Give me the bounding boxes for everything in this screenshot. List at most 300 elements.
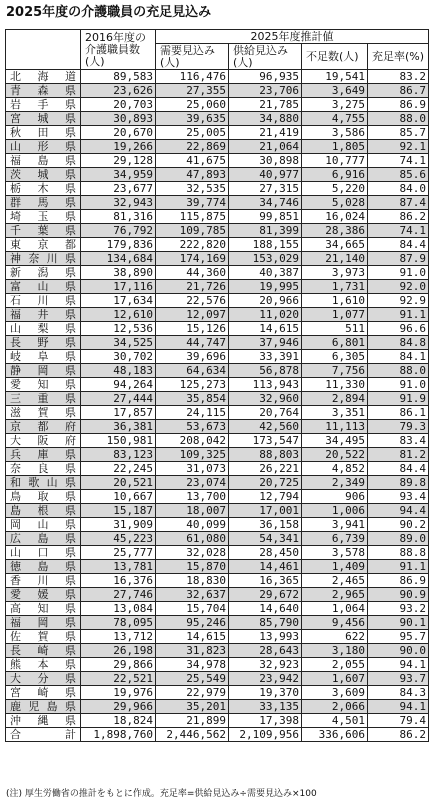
supply-cell: 88,803 [229,448,302,462]
rate-cell: 84.0 [368,182,429,196]
prefecture-cell: 大分県 [6,672,81,686]
demand-cell: 24,115 [156,406,229,420]
prefecture-cell: 岡山県 [6,518,81,532]
rate-cell: 86.7 [368,84,429,98]
demand-cell: 31,073 [156,462,229,476]
prefecture-cell: 奈良県 [6,462,81,476]
demand-cell: 125,273 [156,378,229,392]
supply-cell: 36,158 [229,518,302,532]
supply-cell: 30,898 [229,154,302,168]
demand-cell: 35,854 [156,392,229,406]
staff-2016-cell: 78,095 [81,616,156,630]
rate-header: 充足率(%) [368,44,429,70]
prefecture-cell: 茨城県 [6,168,81,182]
prefecture-cell: 兵庫県 [6,448,81,462]
demand-cell: 13,700 [156,490,229,504]
demand-cell: 31,823 [156,644,229,658]
rate-cell: 91.0 [368,378,429,392]
prefecture-cell: 山形県 [6,140,81,154]
table-row [6,182,429,196]
table-row [6,280,429,294]
supply-cell: 14,461 [229,560,302,574]
rate-cell: 92.1 [368,140,429,154]
prefecture-cell: 熊本県 [6,658,81,672]
table-row [6,406,429,420]
rate-cell: 88.8 [368,546,429,560]
total-rate: 86.2 [368,728,429,742]
rate-cell: 91.1 [368,560,429,574]
shortage-cell: 622 [302,630,368,644]
rate-cell: 89.0 [368,532,429,546]
table-row [6,98,429,112]
table-row [6,434,429,448]
table-row [6,112,429,126]
demand-cell: 44,360 [156,266,229,280]
shortage-cell: 16,024 [302,210,368,224]
staff-2016-cell: 27,746 [81,588,156,602]
shortage-cell: 4,852 [302,462,368,476]
shortage-cell: 6,916 [302,168,368,182]
prefecture-cell: 宮崎県 [6,686,81,700]
demand-header: 需要見込み(人) [156,44,229,70]
supply-cell: 34,880 [229,112,302,126]
demand-cell: 115,875 [156,210,229,224]
prefecture-cell: 愛媛県 [6,588,81,602]
rate-cell: 92.9 [368,294,429,308]
table-body [6,70,429,728]
table-row [6,462,429,476]
rate-cell: 92.0 [368,280,429,294]
rate-cell: 74.1 [368,154,429,168]
shortage-cell: 3,578 [302,546,368,560]
demand-cell: 12,097 [156,308,229,322]
rate-cell: 84.4 [368,462,429,476]
demand-cell: 25,060 [156,98,229,112]
table-row [6,588,429,602]
shortage-cell: 28,386 [302,224,368,238]
supply-cell: 23,706 [229,84,302,98]
prefecture-cell: 石川県 [6,294,81,308]
shortage-cell: 5,220 [302,182,368,196]
demand-cell: 109,785 [156,224,229,238]
supply-cell: 19,370 [229,686,302,700]
demand-cell: 14,615 [156,630,229,644]
staff-2016-cell: 20,703 [81,98,156,112]
supply-cell: 20,966 [229,294,302,308]
prefecture-cell: 栃木県 [6,182,81,196]
shortage-cell: 3,275 [302,98,368,112]
shortage-header: 不足数(人) [302,44,368,70]
table-row [6,630,429,644]
rate-cell: 89.8 [368,476,429,490]
supply-header: 供給見込み(人) [229,44,302,70]
demand-cell: 21,899 [156,714,229,728]
prefecture-cell: 埼玉県 [6,210,81,224]
table-row [6,294,429,308]
staff-2016-cell: 134,684 [81,252,156,266]
supply-cell: 33,135 [229,700,302,714]
staff-2016-cell: 29,966 [81,700,156,714]
supply-cell: 17,398 [229,714,302,728]
table-row [6,238,429,252]
shortage-cell: 1,805 [302,140,368,154]
shortage-cell: 21,140 [302,252,368,266]
shortage-cell: 2,465 [302,574,368,588]
table-row [6,378,429,392]
prefecture-cell: 愛知県 [6,378,81,392]
rate-cell: 93.7 [368,672,429,686]
rate-cell: 90.2 [368,518,429,532]
supply-cell: 28,643 [229,644,302,658]
rate-cell: 91.0 [368,266,429,280]
staff-2016-cell: 83,123 [81,448,156,462]
rate-cell: 90.1 [368,616,429,630]
staff-2016-cell: 179,836 [81,238,156,252]
demand-cell: 15,126 [156,322,229,336]
rate-cell: 93.2 [368,602,429,616]
staff-2016-cell: 20,521 [81,476,156,490]
demand-cell: 109,325 [156,448,229,462]
table-row [6,504,429,518]
shortage-cell: 3,941 [302,518,368,532]
rate-cell: 91.9 [368,392,429,406]
table-row [6,644,429,658]
supply-cell: 17,001 [229,504,302,518]
total-supply: 2,109,956 [229,728,302,742]
prefecture-cell: 沖縄県 [6,714,81,728]
prefecture-cell: 長野県 [6,336,81,350]
rate-cell: 85.6 [368,168,429,182]
table-row [6,210,429,224]
supply-cell: 37,946 [229,336,302,350]
table-row [6,70,429,84]
rate-cell: 94.1 [368,700,429,714]
demand-cell: 25,005 [156,126,229,140]
rate-cell: 86.9 [368,574,429,588]
footnote: (注) 厚生労働省の推計をもとに作成。充足率=供給見込み÷需要見込み×100 [6,789,317,799]
supply-cell: 42,560 [229,420,302,434]
demand-cell: 61,080 [156,532,229,546]
demand-cell: 23,074 [156,476,229,490]
shortage-cell: 1,409 [302,560,368,574]
shortage-cell: 20,522 [302,448,368,462]
shortage-cell: 4,755 [302,112,368,126]
table-row [6,602,429,616]
prefecture-cell: 宮城県 [6,112,81,126]
demand-cell: 39,774 [156,196,229,210]
table-row [6,126,429,140]
shortage-cell: 11,113 [302,420,368,434]
prefecture-cell: 山梨県 [6,322,81,336]
demand-cell: 222,820 [156,238,229,252]
rate-cell: 81.2 [368,448,429,462]
demand-cell: 174,169 [156,252,229,266]
demand-cell: 15,870 [156,560,229,574]
shortage-cell: 2,066 [302,700,368,714]
shortage-cell: 19,541 [302,70,368,84]
table-row [6,560,429,574]
supply-cell: 20,725 [229,476,302,490]
total-label: 合計 [6,728,81,742]
demand-cell: 21,726 [156,280,229,294]
table-row [6,252,429,266]
prefecture-cell: 群馬県 [6,196,81,210]
table-row [6,154,429,168]
supply-cell: 173,547 [229,434,302,448]
shortage-cell: 3,351 [302,406,368,420]
rate-cell: 74.1 [368,224,429,238]
prefecture-cell: 広島県 [6,532,81,546]
prefecture-cell: 長崎県 [6,644,81,658]
supply-cell: 11,020 [229,308,302,322]
table-row [6,490,429,504]
shortage-cell: 11,330 [302,378,368,392]
demand-cell: 22,869 [156,140,229,154]
supply-cell: 12,794 [229,490,302,504]
prefecture-cell: 滋賀県 [6,406,81,420]
rate-cell: 86.2 [368,210,429,224]
staff-2016-cell: 38,890 [81,266,156,280]
staff-2016-cell: 13,781 [81,560,156,574]
rate-cell: 87.9 [368,252,429,266]
rate-cell: 87.4 [368,196,429,210]
rate-cell: 85.7 [368,126,429,140]
prefecture-cell: 秋田県 [6,126,81,140]
shortage-cell: 511 [302,322,368,336]
supply-cell: 13,993 [229,630,302,644]
supply-cell: 16,365 [229,574,302,588]
shortage-cell: 3,609 [302,686,368,700]
prefecture-cell: 京都府 [6,420,81,434]
shortage-cell: 1,607 [302,672,368,686]
table-row [6,700,429,714]
table-row [6,658,429,672]
staff-2016-cell: 34,959 [81,168,156,182]
estimate-2025-header: 2025年度推計値 [156,30,429,44]
prefecture-cell: 神奈川県 [6,252,81,266]
table-row [6,476,429,490]
prefecture-cell: 鳥取県 [6,490,81,504]
rate-cell: 90.9 [368,588,429,602]
rate-cell: 94.4 [368,504,429,518]
rate-cell: 96.6 [368,322,429,336]
supply-cell: 81,399 [229,224,302,238]
demand-cell: 95,246 [156,616,229,630]
staff-2016-cell: 30,893 [81,112,156,126]
prefecture-cell: 新潟県 [6,266,81,280]
demand-cell: 39,635 [156,112,229,126]
shortage-cell: 34,665 [302,238,368,252]
supply-cell: 28,450 [229,546,302,560]
supply-cell: 21,785 [229,98,302,112]
prefecture-cell: 鹿児島県 [6,700,81,714]
staff-2016-cell: 45,223 [81,532,156,546]
prefecture-cell: 福岡県 [6,616,81,630]
supply-cell: 14,640 [229,602,302,616]
prefecture-cell: 千葉県 [6,224,81,238]
table-row [6,322,429,336]
demand-cell: 208,042 [156,434,229,448]
demand-cell: 41,675 [156,154,229,168]
staff-2016-cell: 17,634 [81,294,156,308]
shortage-cell: 3,649 [302,84,368,98]
demand-cell: 25,549 [156,672,229,686]
table-row [6,686,429,700]
table-row [6,140,429,154]
rate-cell: 84.4 [368,238,429,252]
table-row [6,84,429,98]
shortage-cell: 6,801 [302,336,368,350]
demand-cell: 53,673 [156,420,229,434]
staff-2016-cell: 15,187 [81,504,156,518]
prefecture-cell: 三重県 [6,392,81,406]
table-row [6,266,429,280]
staff-2016-cell: 17,116 [81,280,156,294]
prefecture-cell: 徳島県 [6,560,81,574]
demand-cell: 39,696 [156,350,229,364]
staff-2016-cell: 12,610 [81,308,156,322]
rate-cell: 91.1 [368,308,429,322]
supply-cell: 19,995 [229,280,302,294]
supply-cell: 20,764 [229,406,302,420]
staff-2016-cell: 30,702 [81,350,156,364]
shortage-cell: 1,006 [302,504,368,518]
rate-cell: 79.4 [368,714,429,728]
staff-2016-cell: 34,525 [81,336,156,350]
demand-cell: 22,576 [156,294,229,308]
table-row [6,616,429,630]
total-demand: 2,446,562 [156,728,229,742]
supply-cell: 153,029 [229,252,302,266]
demand-cell: 32,028 [156,546,229,560]
staff-2016-cell: 26,198 [81,644,156,658]
prefecture-cell: 佐賀県 [6,630,81,644]
supply-cell: 40,977 [229,168,302,182]
prefecture-cell: 福井県 [6,308,81,322]
supply-cell: 27,315 [229,182,302,196]
staff-2016-cell: 22,245 [81,462,156,476]
prefecture-header [6,30,81,70]
staff-2016-cell: 36,381 [81,420,156,434]
shortage-cell: 2,055 [302,658,368,672]
demand-cell: 18,830 [156,574,229,588]
shortage-cell: 4,501 [302,714,368,728]
supply-cell: 113,943 [229,378,302,392]
staff-2016-cell: 23,677 [81,182,156,196]
table-row [6,308,429,322]
table-row [6,196,429,210]
shortage-cell: 5,028 [302,196,368,210]
rate-cell: 88.0 [368,364,429,378]
prefecture-cell: 高知県 [6,602,81,616]
staff-2016-cell: 17,857 [81,406,156,420]
staff-2016-cell: 31,909 [81,518,156,532]
supply-cell: 23,942 [229,672,302,686]
staff-2016-cell: 13,712 [81,630,156,644]
staff-2016-cell: 16,376 [81,574,156,588]
shortage-cell: 2,894 [302,392,368,406]
table-row [6,364,429,378]
table-row [6,224,429,238]
table-row [6,574,429,588]
demand-cell: 40,099 [156,518,229,532]
staff-2016-cell: 19,976 [81,686,156,700]
shortage-cell: 34,495 [302,434,368,448]
supply-cell: 85,790 [229,616,302,630]
supply-cell: 21,419 [229,126,302,140]
table-row [6,392,429,406]
staff-2016-cell: 22,521 [81,672,156,686]
staff-2016-cell: 29,128 [81,154,156,168]
prefecture-cell: 静岡県 [6,364,81,378]
rate-cell: 86.9 [368,98,429,112]
supply-cell: 33,391 [229,350,302,364]
rate-cell: 88.0 [368,112,429,126]
demand-cell: 27,355 [156,84,229,98]
demand-cell: 47,893 [156,168,229,182]
shortage-cell: 1,064 [302,602,368,616]
prefecture-cell: 大阪府 [6,434,81,448]
staff-2016-cell: 19,266 [81,140,156,154]
table-row [6,546,429,560]
staff-2016-cell: 81,316 [81,210,156,224]
table-row [6,672,429,686]
shortage-cell: 3,180 [302,644,368,658]
staff-2016-cell: 76,792 [81,224,156,238]
staff-2016-cell: 12,536 [81,322,156,336]
supply-cell: 188,155 [229,238,302,252]
prefecture-cell: 岐阜県 [6,350,81,364]
prefecture-cell: 青森県 [6,84,81,98]
staff-2016-cell: 25,777 [81,546,156,560]
staff-2016-header: 2016年度の介護職員数(人) [81,30,156,70]
shortage-cell: 906 [302,490,368,504]
prefecture-cell: 岩手県 [6,98,81,112]
demand-cell: 64,634 [156,364,229,378]
supply-cell: 32,923 [229,658,302,672]
demand-cell: 18,007 [156,504,229,518]
supply-cell: 29,672 [229,588,302,602]
shortage-cell: 3,973 [302,266,368,280]
supply-cell: 40,387 [229,266,302,280]
staff-2016-cell: 29,866 [81,658,156,672]
table-row [6,448,429,462]
demand-cell: 32,535 [156,182,229,196]
shortage-cell: 1,610 [302,294,368,308]
staff-2016-cell: 18,824 [81,714,156,728]
table-row [6,350,429,364]
prefecture-cell: 北海道 [6,70,81,84]
shortage-cell: 6,305 [302,350,368,364]
total-shortage: 336,606 [302,728,368,742]
rate-cell: 95.7 [368,630,429,644]
demand-cell: 44,747 [156,336,229,350]
table-row [6,420,429,434]
prefecture-cell: 福島県 [6,154,81,168]
demand-cell: 15,704 [156,602,229,616]
prefecture-cell: 山口県 [6,546,81,560]
rate-cell: 94.1 [368,658,429,672]
rate-cell: 93.4 [368,490,429,504]
rate-cell: 84.3 [368,686,429,700]
supply-cell: 56,878 [229,364,302,378]
supply-cell: 34,746 [229,196,302,210]
shortage-cell: 2,965 [302,588,368,602]
table-title: 2025年度の介護職員の充足見込み [6,5,212,20]
total-staff: 1,898,760 [81,728,156,742]
supply-cell: 96,935 [229,70,302,84]
prefecture-cell: 富山県 [6,280,81,294]
